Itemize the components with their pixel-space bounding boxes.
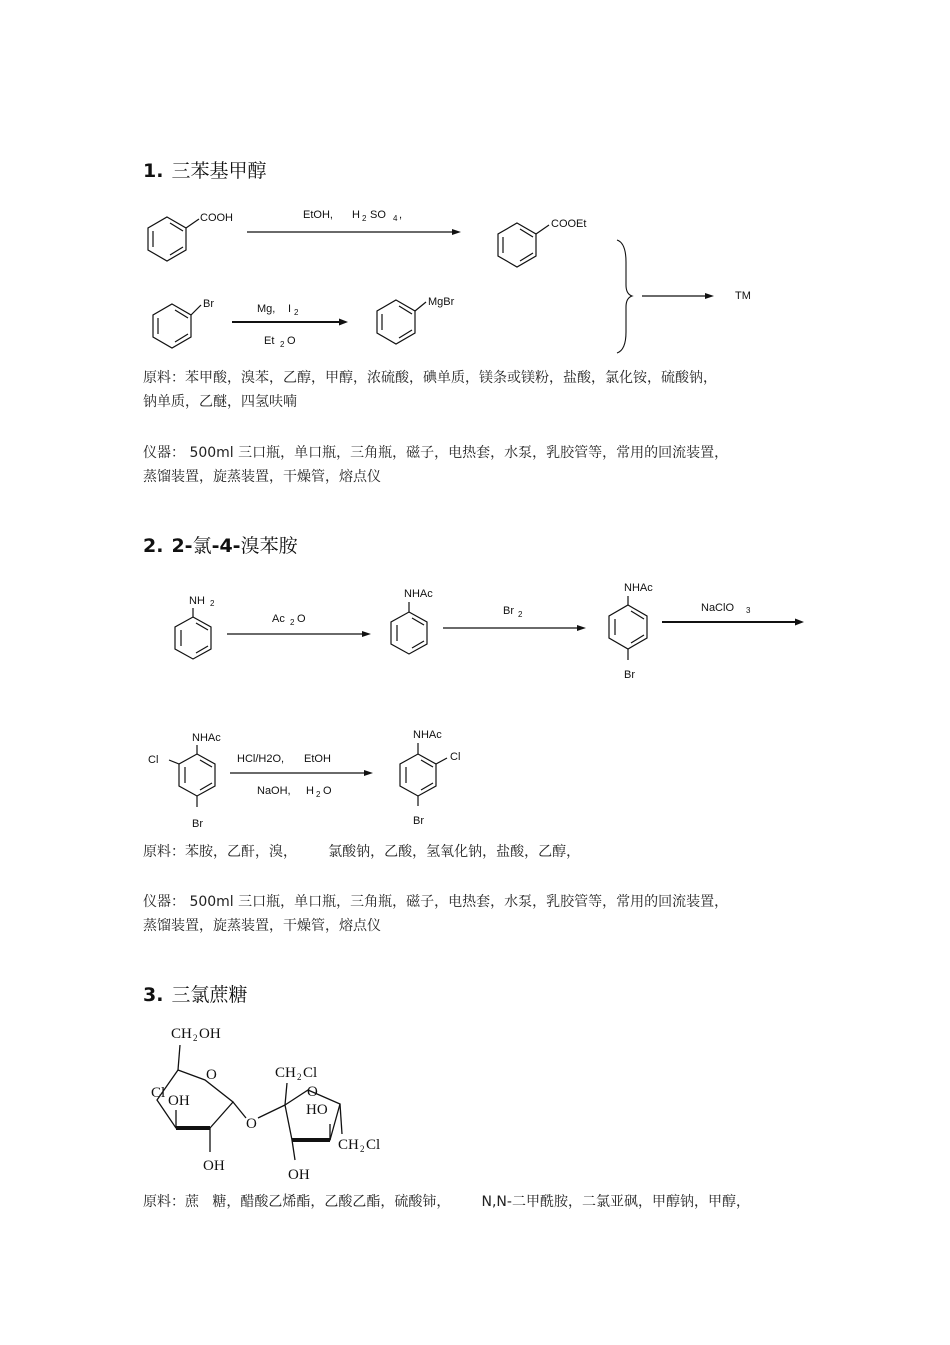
sucralose-o-ring2: O [307, 1084, 318, 1100]
section-1-heading [143, 156, 266, 183]
section-3-number: 3. [143, 984, 164, 1006]
benzoic-acid-substituent: COOH [200, 212, 233, 224]
sucralose-o-ring1: O [206, 1067, 217, 1083]
reaction-1-cond-so: SO [370, 209, 386, 221]
chloro-bromoacetanilide-bottom: Br [192, 818, 203, 830]
reaction-1-conditions: EtOH, [303, 209, 333, 221]
sucralose-ch2cl-right-ch: CH [338, 1137, 359, 1153]
step-3-cond: NaClO [701, 602, 735, 614]
chloro-bromoacetanilide-ring [179, 754, 215, 796]
section-3-heading [143, 980, 247, 1007]
product-right: Cl [450, 751, 461, 763]
sucralose-oh-bottom2: OH [288, 1167, 310, 1183]
section-1-materials-line-2: 钠单质，乙醚，四氢呋喃 [143, 394, 297, 410]
sucralose-ch2oh-oh: OH [199, 1026, 221, 1042]
sucralose-ho-ring2: HO [306, 1102, 328, 1118]
sucralose-ch2oh-sub: 2 [193, 1033, 198, 1043]
section-3-title: 三氯蔗糖 [171, 984, 248, 1006]
aniline-substituent: NH [189, 595, 205, 607]
reaction-2-cond-i-sub: 2 [294, 308, 299, 317]
step-4-cond-bot-1: NaOH, [257, 785, 291, 797]
section-3-materials-line-1: 原料：蔗 糖，醋酸乙烯酯，乙酸乙酯，硫酸铈， N,N-二甲酰胺，二氯亚砜，甲醇钠，甲醇， [143, 1194, 750, 1210]
section-2-number: 2. [143, 535, 164, 557]
section-2-materials [143, 840, 580, 864]
step-4-cond-top-2: EtOH [304, 753, 331, 765]
section-2-materials-line-1: 原料：苯胺，乙酐，溴， 氯酸钠，乙酸，氢氧化钠，盐酸，乙醇， [143, 844, 581, 860]
section-3-materials [143, 1190, 750, 1214]
aniline-substituent-sub: 2 [210, 599, 215, 608]
sucralose-oh-bottom1: OH [203, 1158, 225, 1174]
sucralose-ch2cl-right-cl: Cl [366, 1137, 381, 1153]
sucralose-ch2cl-right-sub: 2 [360, 1144, 365, 1154]
section-1-equipment [143, 441, 728, 489]
step-4-cond-bot-o: O [323, 785, 332, 797]
step-2-cond-sub: 2 [518, 610, 523, 619]
reaction-1-cond-comma: , [399, 209, 403, 221]
reaction-2-cond-o: O [287, 335, 296, 347]
section-2-equipment [143, 890, 728, 938]
phenylmagnesium-bromide-substituent: MgBr [428, 296, 455, 308]
reaction-2-cond-et: Et [264, 335, 275, 347]
step-2-cond: Br [503, 605, 514, 617]
sucralose-ch2cl-top-ch: CH [275, 1065, 296, 1081]
reaction-1-cond-h: H [352, 209, 360, 221]
step-4-cond-top-1: HCl/H2O, [237, 753, 285, 765]
phenylmagnesium-bromide-ring [377, 300, 415, 344]
pyranose-ring [157, 1070, 233, 1128]
sucralose-oh-ring1: OH [168, 1093, 190, 1109]
section-1-materials [143, 366, 717, 414]
section-1-equipment-line-2: 蒸馏装置，旋蒸装置，干燥管，熔点仪 [143, 469, 381, 485]
chloro-bromoacetanilide-top: NHAc [192, 732, 221, 744]
acetanilide-ring [391, 612, 427, 654]
sucralose-ch2cl-top-sub: 2 [297, 1072, 302, 1082]
section-2-equipment-line-2: 蒸馏装置，旋蒸装置，干燥管，熔点仪 [143, 918, 381, 934]
acetanilide-substituent: NHAc [404, 588, 433, 600]
step-1-cond-o: O [297, 613, 306, 625]
target-molecule-label: TM [735, 290, 751, 302]
section-2-title-part-2: 氯 [192, 535, 212, 557]
section-1-materials-line-1: 原料：苯甲酸，溴苯，乙醇，甲醇，浓硫酸，碘单质，镁条或镁粉，盐酸，氯化铵，硫酸钠， [143, 370, 717, 386]
reaction-2-cond-mg: Mg, [257, 303, 276, 315]
section-2-title-part-4: 溴苯胺 [240, 535, 298, 557]
product-bottom: Br [413, 815, 424, 827]
chloro-bromoacetanilide-left: Cl [148, 754, 159, 766]
reaction-1-cond-h-sub: 2 [362, 214, 367, 223]
section-1-title: 三苯基甲醇 [171, 160, 267, 182]
bromobenzene-substituent: Br [203, 298, 214, 310]
section-1-equipment-line-1: 仪器： 500ml 三口瓶，单口瓶，三角瓶，磁子，电热套，水泵，乳胶管等，常用的回流装置， [143, 445, 729, 461]
bromoacetanilide-top: NHAc [624, 582, 653, 594]
ethyl-benzoate-substituent: COOEt [551, 218, 587, 230]
step-4-cond-bot-h: H [306, 785, 314, 797]
section-1-number: 1. [143, 160, 164, 182]
ethyl-benzoate-ring [498, 223, 536, 267]
chloro-bromoaniline-product-ring [400, 754, 436, 796]
bromoacetanilide-ring [609, 605, 647, 649]
section-2-title-part-1: 2- [171, 535, 193, 557]
reaction-2-cond-et-sub: 2 [280, 340, 285, 349]
benzoic-acid-ring [148, 217, 186, 261]
bromobenzene-ring [153, 304, 191, 348]
sucralose-ch2oh-ch: CH [171, 1026, 192, 1042]
furanose-ring [285, 1090, 340, 1140]
sucralose-o-bridge: O [246, 1116, 257, 1132]
reaction-2-cond-i: I [288, 303, 292, 315]
step-4-cond-bot-sub: 2 [316, 790, 321, 799]
step-3-cond-sub: 3 [746, 606, 751, 615]
sucralose-ch2cl-top-cl: Cl [303, 1065, 318, 1081]
section-2-title-part-3: -4- [211, 535, 241, 557]
product-top: NHAc [413, 729, 442, 741]
reaction-1-cond-so-sub: 4 [393, 214, 398, 223]
section-2-heading [143, 531, 298, 558]
aniline-ring [175, 617, 211, 659]
section-2-equipment-line-1: 仪器： 500ml 三口瓶，单口瓶，三角瓶，磁子，电热套，水泵，乳胶管等，常用的回流装置， [143, 894, 729, 910]
step-1-cond: Ac [272, 613, 285, 625]
step-1-cond-sub: 2 [290, 618, 295, 627]
sucralose-cl-left: Cl [151, 1085, 166, 1101]
bromoacetanilide-bottom: Br [624, 669, 635, 681]
